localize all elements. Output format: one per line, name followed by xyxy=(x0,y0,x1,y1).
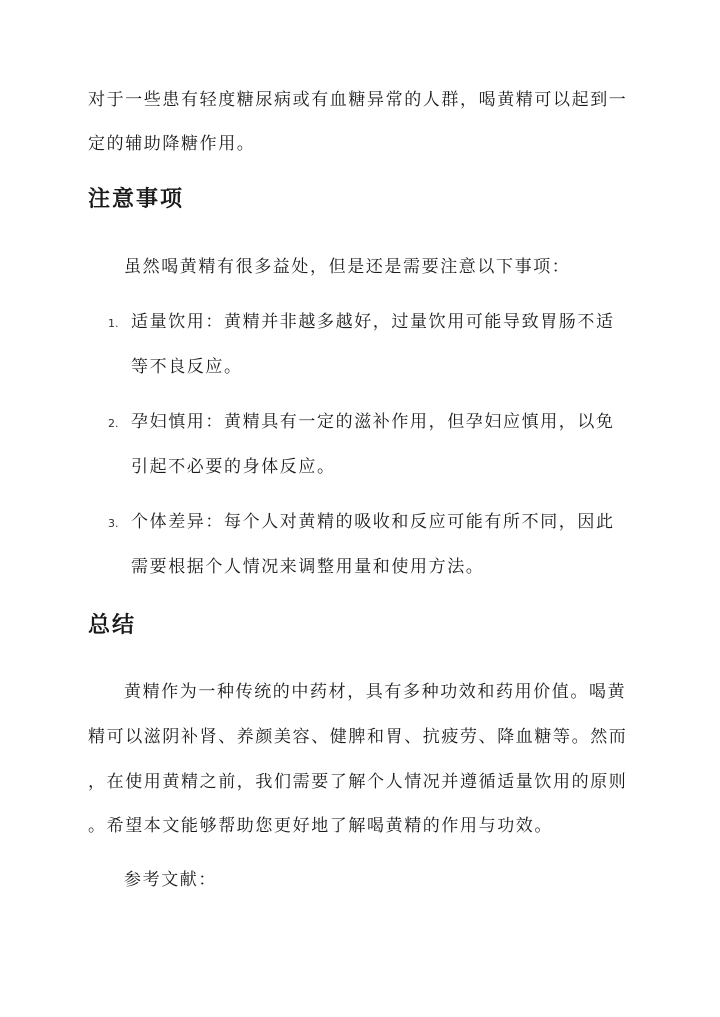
section-heading-summary: 总结 xyxy=(88,613,137,638)
intro-line-1: 对于一些患有轻度糖尿病或有血糖异常的人群，喝黄精可以起到一 xyxy=(88,90,628,110)
list-item-line-1: 适量饮用：黄精并非越多越好，过量饮用可能导致胃肠不适 xyxy=(131,312,615,332)
references-label: 参考文献： xyxy=(124,870,217,890)
list-item-number: 1. xyxy=(108,317,119,330)
section-heading-precautions: 注意事项 xyxy=(88,187,185,212)
list-item-number: 3. xyxy=(108,517,119,530)
summary-line-4: 。希望本文能够帮助您更好地了解喝黄精的作用与功效。 xyxy=(88,816,553,836)
list-item-line-1: 个体差异：每个人对黄精的吸收和反应可能有所不同，因此 xyxy=(131,512,615,532)
list-item-line-1: 孕妇慎用：黄精具有一定的滋补作用，但孕妇应慎用，以免 xyxy=(131,412,615,432)
intro-line-2: 定的辅助降糖作用。 xyxy=(88,134,256,154)
precautions-lead: 虽然喝黄精有很多益处，但是还是需要注意以下事项： xyxy=(124,257,571,277)
summary-line-1: 黄精作为一种传统的中药材，具有多种功效和药用价值。喝黄 xyxy=(124,682,627,702)
summary-line-2: 精可以滋阴补肾、养颜美容、健脾和胃、抗疲劳、降血糖等。然而 xyxy=(88,727,628,747)
list-item-number: 2. xyxy=(108,417,119,430)
list-item-line-2: 引起不必要的身体反应。 xyxy=(131,457,336,477)
list-item-line-2: 需要根据个人情况来调整用量和使用方法。 xyxy=(131,557,485,577)
summary-line-3: ，在使用黄精之前，我们需要了解个人情况并遵循适量饮用的原则 xyxy=(88,772,628,792)
list-item-line-2: 等不良反应。 xyxy=(131,357,243,377)
